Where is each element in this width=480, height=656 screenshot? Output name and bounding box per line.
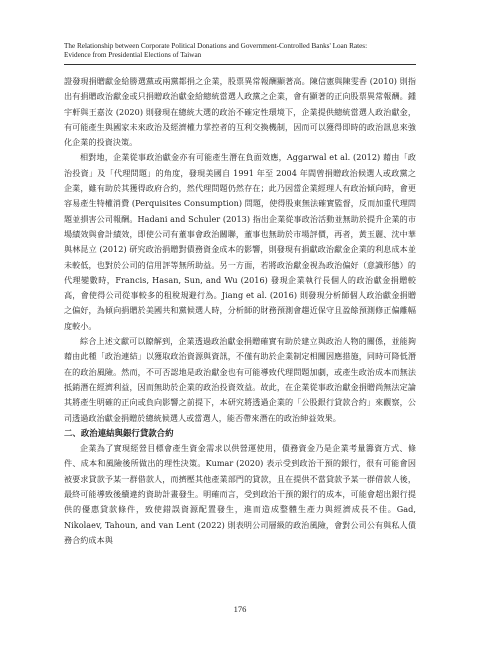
paragraph-3: 綜合上述文獻可以瞭解到，企業透過政治獻金捐贈確實有助於建立與政治人物的關係，並能夠藉由此種「政治連結」以獲取政治資源與資訊，不僅有助於企業制定相關因應措施，同時可降低潛在的政治風險。然而，不可否認地是政治獻金也有可能導致代理問題加劇，或產生政治成本而無法抵銷潛在經濟利益，因而無助於企業的政治投資效益。故此，在企業從事政治獻金捐贈尚無法定論其將產生明確的正向或負向影響之前提下，本研究將透過企業的「公股銀行貸款合約」來觀察，公司透過政治獻金捐贈於總統候選人或當選人，能否帶來潛在的政治紳益效果。 <box>64 336 416 423</box>
running-header-line-2: Evidence from Presidential Elections of Taiwan <box>64 51 202 59</box>
paragraph-1: 證發現捐贈獻金給勝選黨或兩黨都捐之企業，股票異常報酬顯著高。陳信憲與陳雯香 (2010) 則指出有捐贈政治獻金或只捐贈政治獻金給總統當選人政黨之企業，會有顯著的正向股票異常報酬。鍾宇軒與王嘉汝 (2020) 則發現在總統大選的政治不確定性環境下，企業提供總統當選人政治獻金，有可能產生與國家未來政治及經濟權力掌控者的互利交換機制，因而可以獲得即時的政治訊息來強化企業的投資決策。 <box>64 76 416 148</box>
paragraph-4: 企業為了實現經營目標會產生資金需求以供營運使用，債務資金乃是企業考量籌資方式、條件、成本和風險後所做出的理性決策。Kumar (2020) 表示受到政治干預的銀行，很有可能會因被要求貸款予某一群借款人，而擠壓其他產業部門的貸款，且在提供不當貸款予某一群借款人後，最終可能導致後續違約資助計畫發生。明確而言，受到政治干預的銀行的成本，可能會超出銀行提供的優惠貸款條件，致使錯誤資源配置發生，進而造成整體生產力與經濟成長不佳。Gad, Nikolaev, Tahoun, and van Lent (2022) 則表明公司層級的政治風險，會對公司公有與私人債務合約成本與 <box>64 443 416 545</box>
section-heading: 二、政治連結與銀行貸款合約 <box>64 427 174 438</box>
running-header-line-1: The Relationship between Corporate Political Donations and Government-Controlled Banks' Loan Rates: <box>64 42 368 50</box>
header-divider <box>64 64 416 65</box>
body-text <box>64 74 416 548</box>
paragraph-2: 相對地，企業從事政治獻金亦有可能產生潛在負面效應，Aggarwal et al. (2012) 藉由「政治投資」及「代理問題」的角度，發現美國自 1991 年至 2004 年間曾捐贈政治候選人或政黨之企業，雖有助於其獲得政府合約，然代理問題仍然存在；此乃因當企業經理人有政治傾向時，會更容易產生特權消費 (Perquisites Consumption) 問題，使得股東無法確實監督，反而加重代理問題並損害公司報酬。Hadani and Schuler (2013) 指出企業從事政治活動並無助於提升企業的市場績效與會計績效，即使公司有董事會政治關聯，董事也無助於市場評價，再者，黃玉麗、沈中華與林昆立 (2012) 研究政治捐贈對債務資金成本的影響，則發現有捐獻政治獻金企業的利息成本並未較低，也對於公司的信用評等無所助益。另一方面，若將政治獻金視為政治偏好（意識形態）的代理變數時，Francis, Hasan, Sun, and Wu (2016) 發現企業執行長個人的政治獻金捐贈較高，會使得公司從事較多的租稅規避行為。Jiang et al. (2016) 則發現分析師個人政治獻金捐贈之偏好，為傾向捐贈於美國共和黨候選人時，分析師的財務預測會趨近保守且盈餘預測修正偏離幅度較小。 <box>64 152 416 331</box>
running-header <box>64 42 424 60</box>
page-number: 176 <box>233 604 247 614</box>
